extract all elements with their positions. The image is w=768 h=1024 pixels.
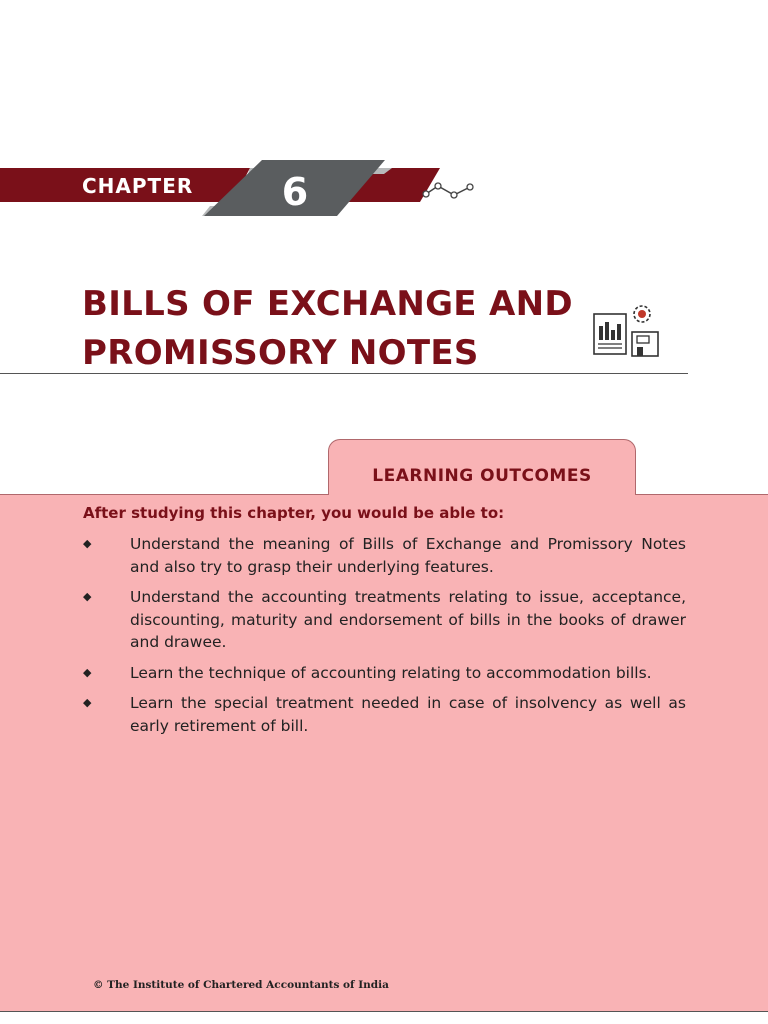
list-item	[83, 586, 686, 654]
trend-line-icon	[418, 178, 478, 202]
outcome-text: Understand the accounting treatments relating to issue, acceptance, discounting, maturity and endorsement of bills in the books of drawer and drawee.	[130, 588, 686, 651]
diamond-bullet-icon: ◆	[83, 590, 92, 603]
document-chart-icon	[590, 300, 664, 362]
chapter-title-line2: PROMISSORY NOTES	[82, 333, 479, 373]
chapter-title	[82, 280, 573, 378]
learning-outcomes-title: LEARNING OUTCOMES	[372, 466, 592, 486]
diamond-bullet-icon: ◆	[83, 537, 92, 550]
learning-outcomes-list	[83, 533, 686, 745]
learning-outcomes-tab	[328, 439, 636, 495]
outcome-text: Understand the meaning of Bills of Exchange and Promissory Notes and also try to grasp their underlying features.	[130, 535, 686, 576]
diamond-bullet-icon: ◆	[83, 696, 92, 709]
list-item	[83, 692, 686, 737]
outcome-text: Learn the special treatment needed in case of insolvency as well as early retirement of bill.	[130, 694, 686, 735]
chapter-label: CHAPTER	[82, 174, 194, 198]
list-item	[83, 662, 686, 685]
chapter-title-line1: BILLS OF EXCHANGE AND	[82, 284, 573, 324]
list-item	[83, 533, 686, 578]
copyright-footer: © The Institute of Chartered Accountants of India	[93, 979, 389, 991]
chapter-number: 6	[281, 170, 309, 214]
outcome-text: Learn the technique of accounting relating to accommodation bills.	[130, 663, 652, 682]
learning-outcomes-intro: After studying this chapter, you would be able to:	[83, 504, 505, 522]
diamond-bullet-icon: ◆	[83, 665, 92, 679]
title-divider	[0, 373, 688, 374]
